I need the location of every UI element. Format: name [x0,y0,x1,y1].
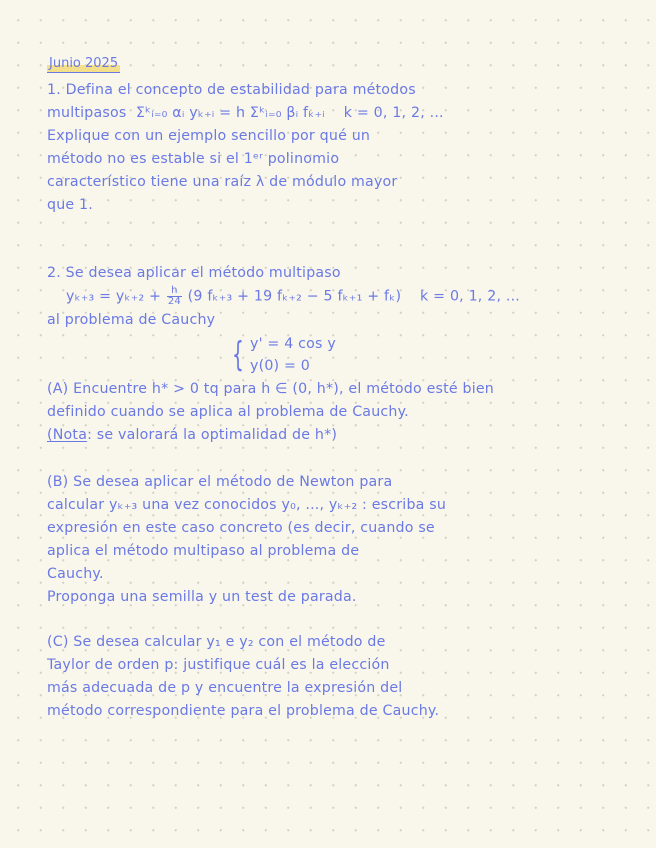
qb-line-3: expresión en este caso concreto (es decir, cuando se [47,520,435,536]
q2-fraction-den: 24 [167,296,181,307]
qa-line-2: definido cuando se aplica al problema de Cauchy. [47,404,409,420]
qb-line-2: calcular yₖ₊₃ una vez conocidos y₀, ..., yₖ₊₂ : escriba su [47,497,447,513]
system-eq-1: y' = 4 cos y [250,336,336,352]
qc-line-4: método correspondiente para el problema de Cauchy. [47,703,440,719]
q1-line-4: método no es estable si el 1ᵉʳ polinomio [47,151,340,167]
qa-line-1: (A) Encuentre h* > 0 tq para h ∈ (0, h*), el método esté bien [47,381,494,397]
qb-line-1: (B) Se desea aplicar el método de Newton para [47,474,393,490]
system-brace: { [232,335,244,375]
q1-line-6: que 1. [47,197,93,213]
q1-line-1: 1. Defina el concepto de estabilidad para métodos [47,82,416,98]
q2-formula-post: (9 fₖ₊₃ + 19 fₖ₊₂ − 5 fₖ₊₁ + fₖ) k = 0, 1, 2, ... [182,288,521,305]
nota-text: : se valorará la optimalidad de h*) [87,427,338,443]
qc-line-3: más adecuada de p y encuentre la expresión del [47,680,403,696]
qb-line-5: Cauchy. [47,566,104,582]
qb-line-4: aplica el método multipaso al problema de [47,543,360,559]
qb-line-6: Proponga una semilla y un test de parada. [47,589,357,605]
q2-formula-pre: yₖ₊₃ = yₖ₊₂ + [66,288,166,305]
q2-line-3: al problema de Cauchy [47,312,216,328]
q2-fraction [167,286,182,307]
nota-label: (Nota [47,427,88,443]
qc-line-2: Taylor de orden p: justifique cuál es la elección [47,657,390,673]
q1-line-3: Explique con un ejemplo sencillo por qué un [47,128,371,144]
system-eq-2: y(0) = 0 [250,358,311,374]
q2-line-1: 2. Se desea aplicar el método multipaso [47,265,341,281]
q1-line-2: multipasos Σᵏᵢ₌₀ αᵢ yₖ₊ᵢ = h Σᵏᵢ₌₀ βᵢ fₖ₊ᵢ k = 0, 1, 2, ... [47,105,444,121]
q2-fraction-num: h [167,286,182,297]
q1-line-5: característico tiene una raíz λ de módulo mayor [47,174,398,190]
qa-line-3 [47,425,337,445]
note-date: Junio 2025 [49,56,119,71]
q2-formula [66,286,520,307]
qc-line-1: (C) Se desea calcular y₁ e y₂ con el método de [47,634,386,650]
